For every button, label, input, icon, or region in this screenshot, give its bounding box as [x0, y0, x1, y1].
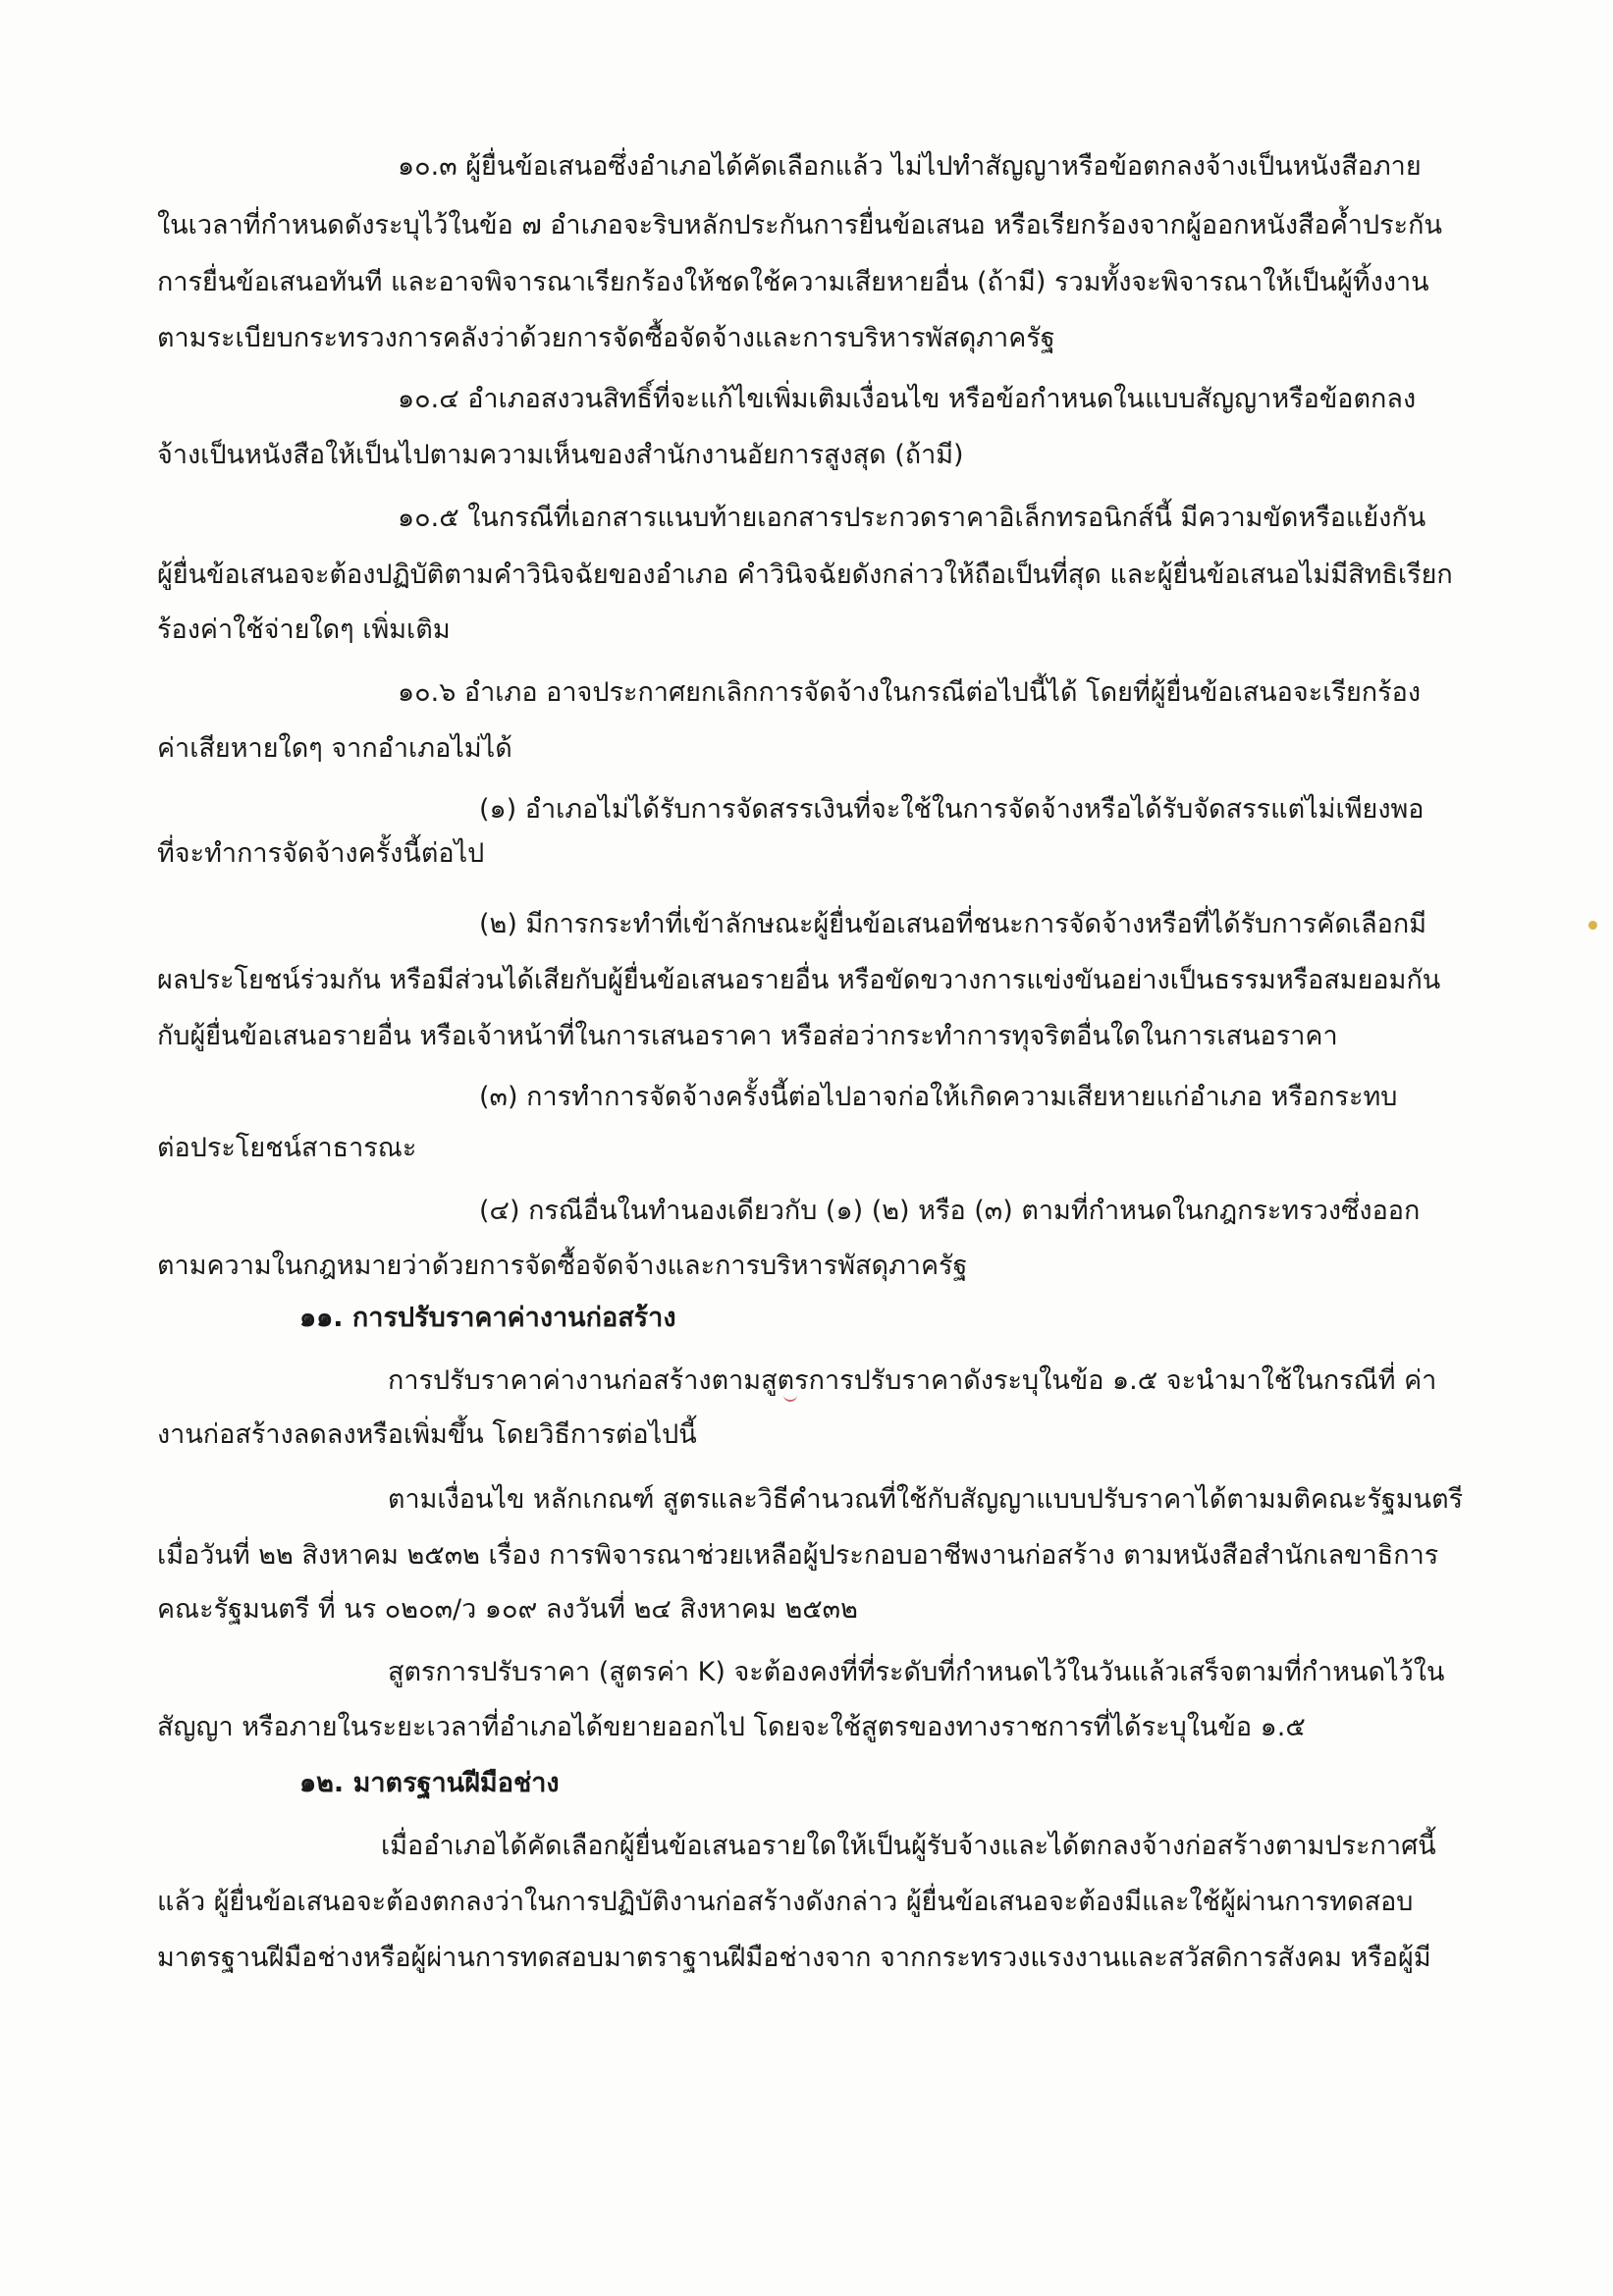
text-line: สูตรการปรับราคา (สูตรค่า K) จะต้องคงที่ที่ระดับที่กำหนดไว้ในวันแล้วเสร็จตามที่กำหนดไว้ใน	[388, 1657, 1445, 1687]
text-line: ๑๐.๖ อำเภอ อาจประกาศยกเลิกการจัดจ้างในกรณีต่อไปนี้ได้ โดยที่ผู้ยื่นข้อเสนอจะเรียกร้อง	[398, 677, 1422, 708]
text-line: ๑๐.๓ ผู้ยื่นข้อเสนอซึ่งอำเภอได้คัดเลือกแล้ว ไม่ไปทำสัญญาหรือข้อตกลงจ้างเป็นหนังสือภาย	[398, 151, 1422, 182]
text-line: ๑๐.๔ อำเภอสงวนสิทธิ์ที่จะแก้ไขเพิ่มเติมเงื่อนไข หรือข้อกำหนดในแบบสัญญาหรือข้อตกลง	[398, 384, 1417, 414]
section-heading: ๑๑. การปรับราคาค่างานก่อสร้าง	[299, 1303, 676, 1333]
text-line: ๑๐.๕ ในกรณีที่เอกสารแนบท้ายเอกสารประกวดราคาอิเล็กทรอนิกส์นี้ มีความขัดหรือแย้งกัน	[398, 503, 1426, 533]
text-line: เมื่ออำเภอได้คัดเลือกผู้ยื่นข้อเสนอรายใดให้เป็นผู้รับจ้างและได้ตกลงจ้างก่อสร้างตามประกาศนี้	[381, 1831, 1436, 1861]
text-line: งานก่อสร้างลดลงหรือเพิ่มขึ้น โดยวิธีการต่อไปนี้	[157, 1419, 697, 1450]
text-line: การปรับราคาค่างานก่อสร้างตามสูตรการปรับราคาดังระบุในข้อ ๑.๕ จะนำมาใช้ในกรณีที่ ค่า	[388, 1365, 1437, 1396]
text-line: มาตรฐานฝีมือช่างหรือผู้ผ่านการทดสอบมาตราฐานฝีมือช่างจาก จากกระทรวงแรงงานและสวัสดิการสังคม หรือผู้มี	[157, 1943, 1431, 1973]
text-line: ผู้ยื่นข้อเสนอจะต้องปฏิบัติตามคำวินิจฉัยของอำเภอ คำวินิจฉัยดังกล่าวให้ถือเป็นที่สุด และผู้ยื่นข้อเสนอไม่มีสิทธิเรียก	[157, 560, 1453, 590]
text-line: ร้องค่าใช้จ่ายใดๆ เพิ่มเติม	[157, 614, 451, 645]
text-line: ต่อประโยชน์สาธารณะ	[157, 1133, 417, 1163]
text-line: คณะรัฐมนตรี ที่ นร ๐๒๐๓/ว ๑๐๙ ลงวันที่ ๒๔ สิงหาคม ๒๕๓๒	[157, 1594, 858, 1625]
text-line: (๑) อำเภอไม่ได้รับการจัดสรรเงินที่จะใช้ในการจัดจ้างหรือได้รับจัดสรรแต่ไม่เพียงพอ	[479, 794, 1425, 825]
text-line: สัญญา หรือภายในระยะเวลาที่อำเภอได้ขยายออกไป โดยจะใช้สูตรของทางราชการที่ได้ระบุในข้อ ๑.๕	[157, 1712, 1306, 1742]
text-line: แล้ว ผู้ยื่นข้อเสนอจะต้องตกลงว่าในการปฏิบัติงานก่อสร้างดังกล่าว ผู้ยื่นข้อเสนอจะต้องมีและใช้ผู้ผ่านการทดสอบ	[157, 1887, 1414, 1917]
text-line: (๒) มีการกระทำที่เข้าลักษณะผู้ยื่นข้อเสนอที่ชนะการจัดจ้างหรือที่ได้รับการคัดเลือกมี	[479, 909, 1427, 939]
paper-speck	[1587, 920, 1599, 932]
text-line: กับผู้ยื่นข้อเสนอรายอื่น หรือเจ้าหน้าที่ในการเสนอราคา หรือส่อว่ากระทำการทุจริตอื่นใดในการเสนอราคา	[157, 1021, 1338, 1051]
text-line: เมื่อวันที่ ๒๒ สิงหาคม ๒๕๓๒ เรื่อง การพิจารณาช่วยเหลือผู้ประกอบอาชีพงานก่อสร้าง ตามหนังสือสำนักเลขาธิการ	[157, 1540, 1439, 1571]
text-line: (๓) การทำการจัดจ้างครั้งนี้ต่อไปอาจก่อให้เกิดความเสียหายแก่อำเภอ หรือกระทบ	[479, 1082, 1398, 1112]
text-line: ในเวลาที่กำหนดดังระบุไว้ในข้อ ๗ อำเภอจะริบหลักประกันการยื่นข้อเสนอ หรือเรียกร้องจากผู้ออกหนังสือค้ำประกัน	[157, 210, 1442, 240]
text-line: จ้างเป็นหนังสือให้เป็นไปตามความเห็นของสำนักงานอัยการสูงสุด (ถ้ามี)	[157, 440, 964, 470]
text-line: ตามระเบียบกระทรวงการคลังว่าด้วยการจัดซื้อจัดจ้างและการบริหารพัสดุภาครัฐ	[157, 323, 1055, 353]
text-line: ค่าเสียหายใดๆ จากอำเภอไม่ได้	[157, 733, 512, 764]
text-line: (๔) กรณีอื่นในทำนองเดียวกับ (๑) (๒) หรือ (๓) ตามที่กำหนดในกฎกระทรวงซึ่งออก	[479, 1196, 1421, 1226]
text-line: ตามเงื่อนไข หลักเกณฑ์ สูตรและวิธีคำนวณที่ใช้กับสัญญาแบบปรับราคาได้ตามมติคณะรัฐมนตรี	[388, 1484, 1464, 1515]
text-line: การยื่นข้อเสนอทันที และอาจพิจารณาเรียกร้องให้ชดใช้ความเสียหายอื่น (ถ้ามี) รวมทั้งจะพิจารณาให้เป็นผู้ทิ้งงาน	[157, 267, 1429, 297]
text-line: ผลประโยชน์ร่วมกัน หรือมีส่วนได้เสียกับผู้ยื่นข้อเสนอรายอื่น หรือขัดขวางการแข่งขันอย่างเป็นธรรมหรือสมยอมกัน	[157, 965, 1441, 995]
text-line: ตามความในกฎหมายว่าด้วยการจัดซื้อจัดจ้างและการบริหารพัสดุภาครัฐ	[157, 1251, 968, 1281]
section-heading: ๑๒. มาตรฐานฝีมือช่าง	[299, 1768, 560, 1798]
text-line: ที่จะทำการจัดจ้างครั้งนี้ต่อไป	[157, 838, 485, 869]
